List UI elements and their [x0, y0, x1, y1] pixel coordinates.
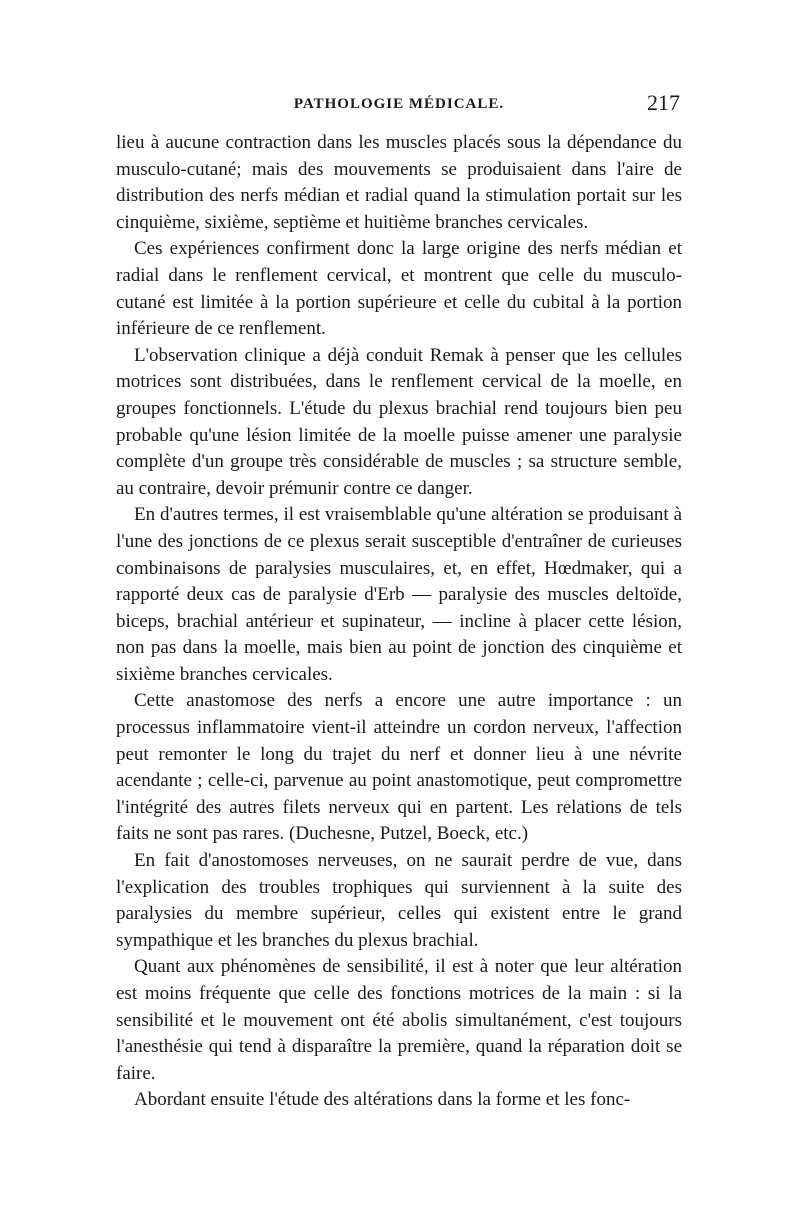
paragraph-continued: lieu à aucune contraction dans les muscles placés sous la dépendance du musculo-cutané; mais des mouvements se produisaient dans l'aire de distribution des nerfs médian et radial quand la stimulation portait sur les cinquième, sixième, septième et huitième branches cervicales.: [116, 132, 682, 233]
body-text: [116, 130, 682, 1114]
running-title: PATHOLOGIE MÉDICALE.: [293, 96, 505, 112]
paragraph: L'observation clinique a déjà conduit Remak à penser que les cellules motrices sont distribuées, dans le renflement cervical de la moelle, en groupes fonctionnels. L'étude du plexus brachial rend toujours bien peu probable qu'une lésion limitée de la moelle puisse amener une paralysie complète d'un groupe très considérable de muscles ; sa structure semble, au contraire, devoir prémunir contre ce danger.: [116, 344, 682, 499]
paragraph: Cette anastomose des nerfs a encore une autre importance : un processus inflammatoire vient-il atteindre un cordon nerveux, l'affection peut remonter le long du trajet du nerf et donner lieu à une névrite acendante ; celle-ci, parvenue au point anastomotique, peut compromettre l'intégrité des autres filets nerveux qui en partent. Les relations de tels faits ne sont pas rares. (Duchesne, Putzel, Boeck, etc.): [116, 690, 682, 845]
paragraph: En fait d'anostomoses nerveuses, on ne saurait perdre de vue, dans l'explication des troubles trophiques qui surviennent à la suite des paralysies du membre supérieur, celles qui existent entre le grand sympathique et les branches du plexus brachial.: [116, 850, 682, 951]
paragraph: En d'autres termes, il est vraisemblable qu'une altération se produisant à l'une des jonctions de ce plexus serait susceptible d'entraîner de curieuses combinaisons de paralysies musculaires, et, en effet, Hœdmaker, qui a rapporté deux cas de paralysie d'Erb — paralysie des muscles deltoïde, biceps, brachial antérieur et supinateur, — incline à placer cette lésion, non pas dans la moelle, mais bien au point de jonction des cinquième et sixième branches cervicales.: [116, 504, 682, 685]
paragraph: Quant aux phénomènes de sensibilité, il est à noter que leur altération est moins fréquente que celle des fonctions motrices de la main : si la sensibilité et le mouvement ont été abolis simultanément, c'est toujours l'anesthésie qui tend à disparaître la première, quand la réparation doit se faire.: [116, 956, 682, 1084]
paragraph: Ces expériences confirment donc la large origine des nerfs médian et radial dans le renflement cervical, et montrent que celle du musculo-cutané est limitée à la portion supérieure et celle du cubital à la portion inférieure de ce renflement.: [116, 238, 682, 340]
running-head: [116, 92, 682, 118]
page-number: 217: [647, 90, 680, 115]
paragraph-truncated: Abordant ensuite l'étude des altérations dans la forme et les fonc-: [134, 1089, 631, 1111]
